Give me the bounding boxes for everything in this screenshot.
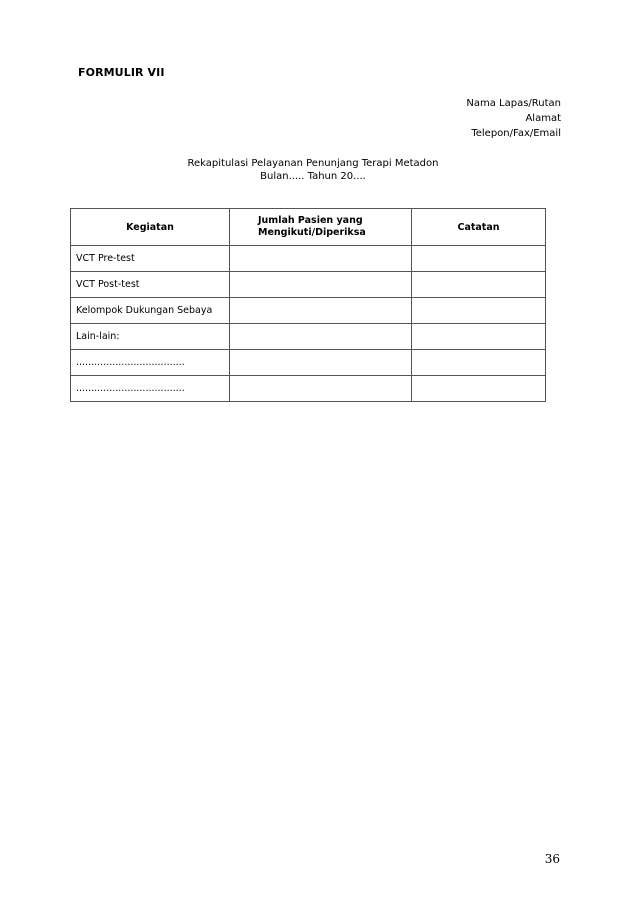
table-row <box>71 376 546 402</box>
cell-kegiatan: Kelompok Dukungan Sebaya <box>71 298 230 324</box>
cell-catatan <box>412 298 546 324</box>
cell-jumlah <box>230 376 412 402</box>
cell-catatan <box>412 350 546 376</box>
table-row <box>71 324 546 350</box>
cell-catatan <box>412 376 546 402</box>
header-jumlah-line-2: Mengikuti/Diperiksa <box>258 227 366 238</box>
table-row <box>71 246 546 272</box>
header-jumlah-line-1: Jumlah Pasien yang <box>258 215 363 226</box>
title-line-2: Bulan..... Tahun 20.... <box>260 171 366 182</box>
org-info-block <box>466 96 561 141</box>
header-catatan: Catatan <box>412 209 546 246</box>
table-row <box>71 350 546 376</box>
cell-catatan <box>412 272 546 298</box>
document-title <box>0 157 638 183</box>
cell-kegiatan: VCT Post-test <box>71 272 230 298</box>
org-address: Alamat <box>525 113 561 124</box>
cell-catatan <box>412 246 546 272</box>
cell-kegiatan: VCT Pre-test <box>71 246 230 272</box>
cell-kegiatan: .................................... <box>71 376 230 402</box>
table-header-row <box>71 209 546 246</box>
cell-jumlah <box>230 272 412 298</box>
cell-jumlah <box>230 350 412 376</box>
cell-jumlah <box>230 324 412 350</box>
page-number: 36 <box>544 852 560 866</box>
form-label: FORMULIR VII <box>78 66 165 79</box>
header-kegiatan: Kegiatan <box>71 209 230 246</box>
table-row <box>71 298 546 324</box>
cell-catatan <box>412 324 546 350</box>
cell-jumlah <box>230 246 412 272</box>
org-contact: Telepon/Fax/Email <box>471 128 561 139</box>
header-jumlah-pasien <box>230 209 412 246</box>
table-row <box>71 272 546 298</box>
title-line-1: Rekapitulasi Pelayanan Penunjang Terapi Metadon <box>187 158 439 169</box>
cell-kegiatan: .................................... <box>71 350 230 376</box>
org-name: Nama Lapas/Rutan <box>466 98 561 109</box>
recap-table <box>70 208 546 402</box>
cell-kegiatan: Lain-lain: <box>71 324 230 350</box>
cell-jumlah <box>230 298 412 324</box>
